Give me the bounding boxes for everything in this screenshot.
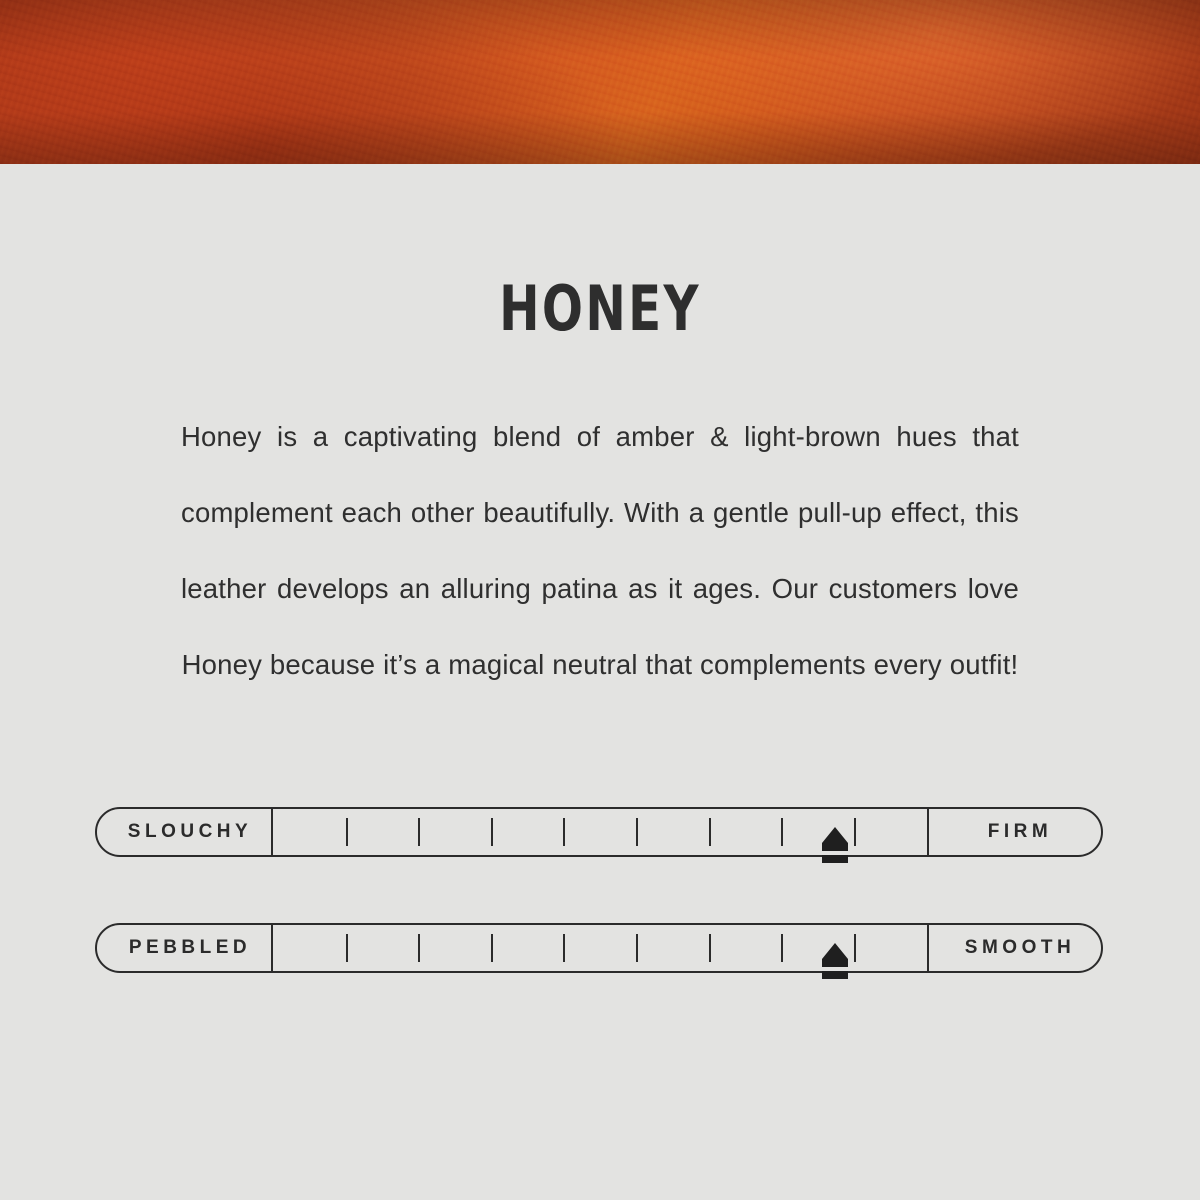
slider-ticks	[273, 807, 927, 857]
product-description: Honey is a captivating blend of amber & light-brown hues that complement each other beautifully. With a gentle pull-up effect, this leather develops an alluring patina as it ages. Our customers love Honey because it’s a magical neutral that complements every outfit!	[181, 421, 1019, 680]
slider-tick	[709, 934, 711, 962]
slider-texture[interactable]	[95, 923, 1105, 975]
slider-left-label: SLOUCHY	[95, 807, 273, 857]
slider-tick	[781, 818, 783, 846]
leather-swatch-banner	[0, 0, 1200, 164]
slider-left-label: PEBBLED	[95, 923, 273, 973]
product-detail-content	[0, 164, 1200, 1045]
slider-tick	[346, 934, 348, 962]
slider-tick	[491, 934, 493, 962]
slider-ticks	[273, 923, 927, 973]
bottom-spacer	[0, 975, 1200, 1045]
slider-firmness[interactable]	[95, 807, 1105, 859]
slider-handle[interactable]	[815, 821, 855, 869]
slider-tick	[781, 934, 783, 962]
slider-tick	[418, 818, 420, 846]
slider-right-label: FIRM	[927, 807, 1105, 857]
slider-tick	[709, 818, 711, 846]
slider-tick	[636, 934, 638, 962]
slider-tick	[563, 818, 565, 846]
slider-right-label: SMOOTH	[927, 923, 1105, 973]
slider-tick	[346, 818, 348, 846]
slider-tick	[491, 818, 493, 846]
attribute-sliders	[0, 807, 1200, 975]
slider-tick	[418, 934, 420, 962]
slider-tick	[563, 934, 565, 962]
leather-shading-overlay	[0, 0, 1200, 164]
page-title: HONEY	[499, 272, 701, 345]
slider-handle[interactable]	[815, 937, 855, 985]
slider-tick	[636, 818, 638, 846]
